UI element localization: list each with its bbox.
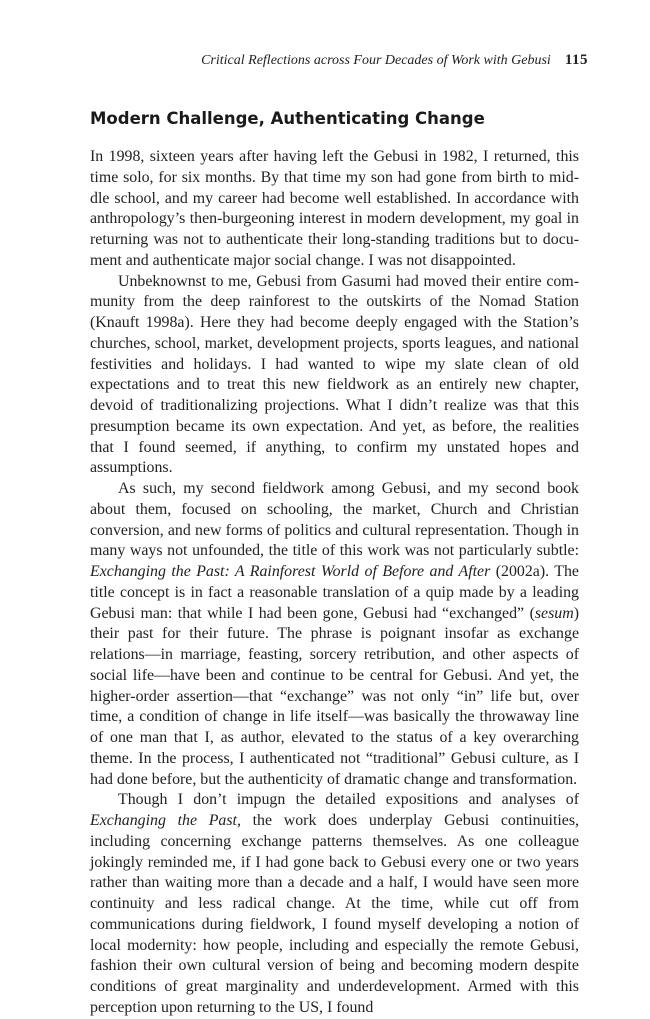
- running-header: [90, 50, 588, 71]
- paragraph-3-text-c: (2002a). The title concept is in fact a reasonable translation of a quip made by a leading Gebusi man: that while I had been gone, Gebusi had “exchanged” (: [90, 563, 579, 622]
- section-heading: Modern Challenge, Authenticating Change: [90, 109, 485, 128]
- paragraph-3: [90, 479, 579, 790]
- paragraph-4: [90, 790, 579, 1018]
- paragraph-3-text-a: As such, my second fieldwork among Gebusi, and my second book about them, focused on schooling, the market, Church and Christian conversion, and new forms of politics and cultural representation. Though in many ways not unfounded, the title of this work was not particularly subtle:: [90, 480, 579, 560]
- paragraph-3-text-e: ) their past for their future. The phrase is poignant insofar as exchange relations—in marriage, feasting, sorcery retribution, and other aspects of social life—have been and continue to be central for Gebusi. And yet, the higher-order assertion—that “exchange” was not only “in” life but, over time, a condition of change in life itself—was basically the throwaway line of one man that I, as author, elevated to the status of a key overarching theme. In the process, I authenticated not “traditional” Gebusi culture, as I had done before, but the authenticity of dramatic change and transformation.: [90, 604, 579, 788]
- book-title-italic-short: Exchanging the Past,: [90, 812, 241, 829]
- paragraph-2: Unbeknownst to me, Gebusi from Gasumi had moved their entire community from the deep rainforest to the outskirts of the Nomad Station (Knauft 1998a). Here they had become deeply engaged with the Station’s churches, school, market, development projects, sports leagues, and national festivities and holidays. I had wanted to wipe my slate clean of old expectations and to treat this new fieldwork as an entirely new chapter, devoid of traditionalizing projections. What I didn’t realize was that this presumption became its own expectation. And yet, as before, the realities that I found seemed, if anything, to confirm my unstated hopes and assumptions.: [90, 272, 579, 477]
- page-number: 115: [564, 52, 588, 68]
- book-title-italic: Exchanging the Past: A Rainforest World of Before and After: [90, 563, 491, 580]
- running-title: Critical Reflections across Four Decades of Work with Gebusi: [201, 53, 551, 68]
- paragraph-4-text-c: the work does underplay Gebusi continuities, including concerning exchange patterns themselves. As one colleague jokingly reminded me, if I had gone back to Gebusi every one or two years rather than waiting more than a decade and a half, I would have seen more continuity and less radical change. At the time, while cut off from communications during fieldwork, I found myself developing a notion of local modernity: how people, including and especially the remote Gebusi, fashion their own cultural version of being and becoming modern despite conditions of great marginality and underdevelopment. Armed with this perception upon returning to the US, I found: [90, 812, 579, 1016]
- term-italic: sesum: [534, 604, 574, 622]
- body-text: [90, 147, 579, 1019]
- paragraph-4-text-a: Though I don’t impugn the detailed expositions and analyses of: [118, 791, 579, 809]
- paragraph-1: In 1998, sixteen years after having left the Gebusi in 1982, I returned, this time solo, for six months. By that time my son had gone from birth to middle school, and my career had become well established. In accordance with anthropology’s then-burgeoning interest in modern development, my goal in returning was not to authenticate their long-standing traditions but to document and authenticate major social change. I was not disappointed.: [90, 148, 579, 269]
